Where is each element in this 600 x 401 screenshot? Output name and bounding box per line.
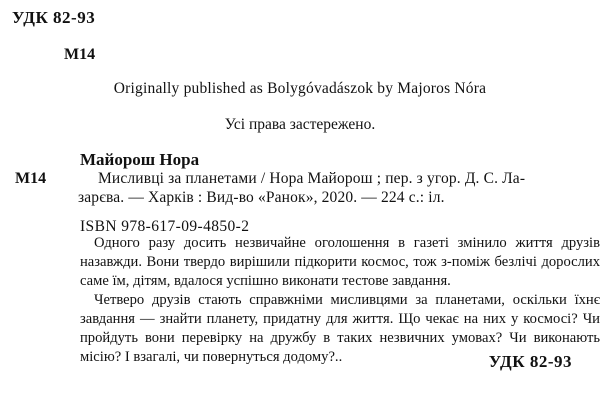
original-publication-note: Originally published as Bolygóvadászok by Majoros Nóra xyxy=(113,80,487,97)
udk-classification-bottom: УДК 82-93 xyxy=(488,352,572,371)
author-code-top: М14 xyxy=(64,46,96,63)
catalog-author-code: М14 xyxy=(15,170,47,187)
annotation-paragraph: Четверо друзів стають справжніми мисливцями за планетами, оскільки їхнє завдання — знайти планету, придатну для життя. Що чекає на них у космосі? Чи пройдуть вони перевірку на дружбу в таких незвичних умовах? Чи виконають місію? І взагалі, чи повернуться додому?.. xyxy=(80,292,600,365)
annotation-paragraph: Одного разу досить незвичайне оголошення в газеті змінило життя друзів назавжди. Вони твердо вирішили підкорити космос, тож з-поміж безлічі дорослих саме їм, дітям, вдалося успішно виконати тестове завдання. xyxy=(80,235,600,289)
rights-notice: Усі права застережено. xyxy=(224,116,376,133)
isbn: ISBN 978-617-09-4850-2 xyxy=(80,218,250,235)
catalog-title-line-2: зарєва. — Харків : Вид-во «Ранок», 2020. — 224 с.: іл. xyxy=(78,189,445,206)
udk-classification-top: УДК 82-93 xyxy=(12,8,96,27)
catalog-author: Майорош Нора xyxy=(80,150,200,169)
catalog-title-line-1: Мисливці за планетами / Нора Майорош ; пер. з угор. Д. С. Ла- xyxy=(98,170,526,187)
